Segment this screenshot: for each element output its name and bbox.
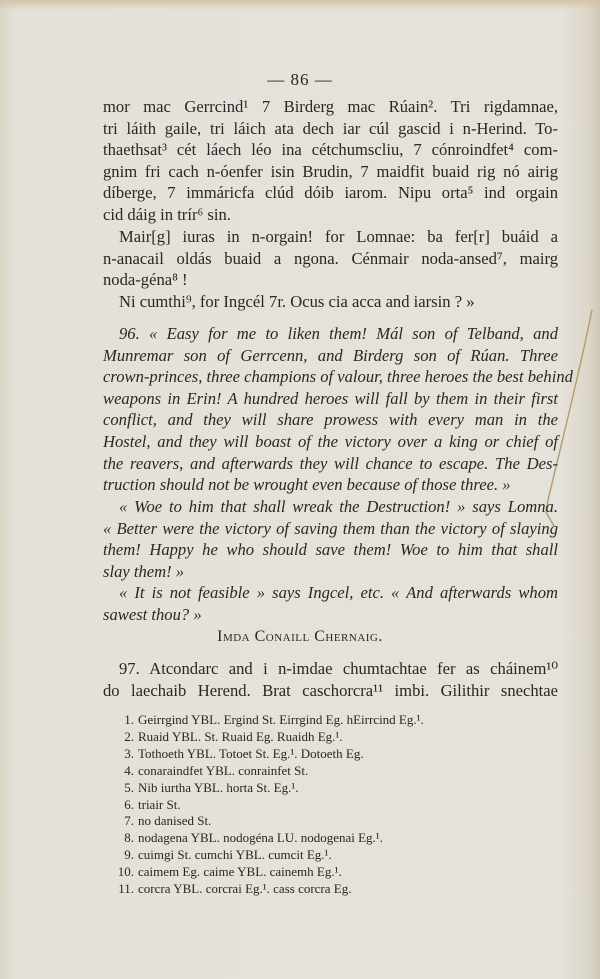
footnote-number: 7. bbox=[124, 813, 134, 829]
english-paragraph-feasible bbox=[103, 582, 558, 625]
text-line: 97. Atcondarc and i n-imdae chumtachtae fer as cháinem¹⁰ bbox=[119, 659, 558, 678]
page-edge-shadow bbox=[0, 0, 600, 10]
footnote-number: 1. bbox=[124, 712, 134, 727]
text-line: noda-géna⁸ ! bbox=[103, 270, 188, 290]
footnotes bbox=[112, 712, 472, 898]
footnote-number: 2. bbox=[124, 728, 134, 744]
text-line: sawest thou? » bbox=[103, 604, 202, 624]
text-line: cid dáig in trír⁶ sin. bbox=[103, 204, 231, 224]
footnote-number: 10. bbox=[117, 864, 134, 880]
english-paragraph-96 bbox=[103, 323, 573, 496]
irish-paragraph-lomnae bbox=[103, 226, 558, 291]
footnote-number: 5. bbox=[124, 779, 134, 795]
footnote-number: 4. bbox=[124, 762, 134, 778]
page-number: — 86 — bbox=[267, 70, 333, 89]
footnote-text: corcra YBL. corcrai Eg.¹. cass corcra Eg. bbox=[138, 881, 352, 897]
text-line: gnim fri cach n-óenfer isin Brudin, 7 maidfit buaid rig nó airig bbox=[103, 161, 558, 181]
footnote-text: conaraindfet YBL. conrainfet St. bbox=[138, 762, 309, 778]
text-line: « Better were the victory of saving them than the victory of slaying bbox=[103, 518, 558, 538]
footnote-text: Ruaid YBL. St. Ruaid Eg. Ruaidh Eg.¹. bbox=[138, 728, 343, 744]
text-line: díberge, 7 immáricfa clúd dóib iarom. Nipu orta⁵ ind orgain bbox=[103, 183, 558, 203]
footnote bbox=[112, 712, 472, 729]
text-line: Munremar son of Gerrcenn, and Birderg son of Rúan. Three bbox=[103, 345, 558, 365]
footnote bbox=[112, 864, 472, 881]
footnote-number: 6. bbox=[124, 796, 134, 812]
footnote bbox=[112, 881, 472, 898]
text-line: 96. « Easy for me to liken them! Mál son of Telband, and bbox=[119, 324, 558, 343]
text-line: « It is not feasible » says Ingcel, etc. « And afterwards whom bbox=[119, 583, 558, 602]
footnote-number: 8. bbox=[124, 830, 134, 846]
footnote bbox=[112, 813, 472, 830]
footnote-number: 3. bbox=[124, 745, 134, 761]
text-line: do laechaib Herend. Brat caschorcra¹¹ imbi. Gilithir snechtae bbox=[103, 680, 558, 700]
irish-paragraph-95-end bbox=[103, 96, 558, 226]
text-line: conflict, and they will share prowess with every man in the bbox=[103, 410, 558, 430]
text-line: Mair[g] iuras in n-orgain! for Lomnae: ba fer[r] buáid a bbox=[119, 227, 558, 246]
footnote-text: caimem Eg. caime YBL. cainemh Eg.¹. bbox=[138, 864, 342, 880]
section-heading: Imda Conaill Chernaig. bbox=[217, 628, 383, 645]
text-line: the reavers, and afterwards they will chance to escape. The Des- bbox=[103, 453, 558, 473]
footnote-text: cuimgi St. cumchi YBL. cumcit Eg.¹. bbox=[138, 847, 332, 863]
footnote-text: Geirrgind YBL. Ergind St. Eirrgind Eg. hEirrcind Eg.¹. bbox=[138, 712, 424, 727]
footnote bbox=[112, 830, 472, 847]
text-line: slay them! » bbox=[103, 561, 185, 581]
footnote bbox=[112, 729, 472, 746]
text-line: weapons in Erin! A hundred heroes will fall by them in their first bbox=[103, 388, 558, 408]
text-line: Hostel, and they will boast of the victory over a king or chief of bbox=[103, 431, 558, 451]
text-line: mor mac Gerrcind¹ 7 Birderg mac Rúain². Tri rigdamnae, bbox=[103, 97, 558, 116]
footnote-text: nodagena YBL. nodogéna LU. nodogenai Eg.¹. bbox=[138, 830, 383, 846]
footnote-text: triair St. bbox=[138, 796, 181, 812]
irish-paragraph-ingcel bbox=[103, 291, 558, 313]
english-paragraph-woe bbox=[103, 496, 558, 582]
footnote bbox=[112, 746, 472, 763]
footnote-number: 9. bbox=[124, 847, 134, 863]
footnote-number: 11. bbox=[118, 881, 134, 897]
text-line: them! Happy he who should save them! Woe to him that shall bbox=[103, 540, 558, 560]
footnote bbox=[112, 780, 472, 797]
footnote-text: no danised St. bbox=[138, 813, 212, 829]
footnote-text: Tothoeth YBL. Totoet St. Eg.¹. Dotoeth Eg. bbox=[138, 745, 364, 761]
irish-paragraph-97 bbox=[103, 658, 558, 701]
text-line: crown-princes, three champions of valour, three heroes the best behind bbox=[103, 367, 573, 387]
text-line: Ni cumthi⁹, for Ingcél 7r. Ocus cia acca and iarsin ? » bbox=[119, 292, 475, 311]
footnote bbox=[112, 847, 472, 864]
text-line: « Woe to him that shall wreak the Destruction! » says Lomna. bbox=[119, 497, 558, 516]
text-line: tri láith gaile, tri láich ata dech iar cúl gascid i n-Herind. To- bbox=[103, 118, 558, 138]
text-line: thaethsat³ cét láech léo ina cétchumscliu, 7 cónroindfet⁴ com- bbox=[103, 140, 558, 160]
footnote-text: Nib iurtha YBL. horta St. Eg.¹. bbox=[138, 779, 299, 795]
footnote bbox=[112, 763, 472, 780]
text-line: n-anacail oldás buaid a ngona. Cénmair noda-ansed⁷, mairg bbox=[103, 248, 558, 268]
footnote bbox=[112, 797, 472, 814]
text-line: truction should not be wrought even because of those three. » bbox=[103, 475, 511, 495]
